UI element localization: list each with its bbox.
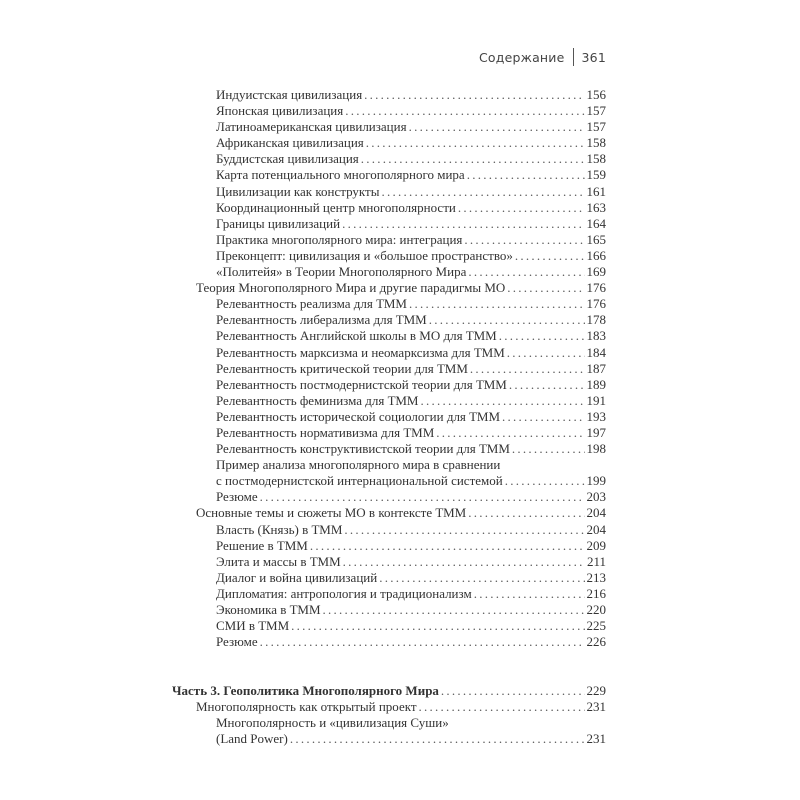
running-header — [479, 48, 606, 66]
toc-entry-title: Релевантность марксизма и неомарксизма для ТММ — [216, 344, 505, 360]
toc-entry-title: Экономика в ТММ — [216, 602, 321, 617]
dot-leader — [507, 280, 584, 296]
toc-entry-page: 213 — [586, 569, 606, 585]
toc-entry-page: 193 — [586, 408, 606, 424]
dot-leader — [419, 699, 585, 715]
dot-leader — [509, 377, 585, 393]
toc-entry-title: Релевантность критической теории для ТММ — [216, 360, 468, 376]
toc-entry-page: 231 — [586, 731, 606, 747]
dot-leader — [421, 393, 585, 409]
toc-entry — [172, 345, 606, 361]
toc-entry-page: 216 — [586, 585, 606, 601]
toc-entry-page: 220 — [586, 602, 606, 617]
toc-entry — [172, 489, 606, 505]
toc-entry-title: Теория Многополярного Мира и другие парадигмы МО — [196, 280, 506, 296]
toc-entry — [172, 119, 606, 135]
dot-leader — [364, 87, 584, 103]
toc-entry-title: Латиноамериканская цивилизация — [216, 119, 407, 135]
toc-entry-page: 159 — [586, 167, 606, 183]
toc-entry-page: 226 — [586, 634, 606, 650]
toc-entry-page: 176 — [586, 296, 606, 312]
dot-leader — [468, 264, 584, 280]
dot-leader — [470, 361, 585, 377]
toc-entry — [172, 505, 606, 521]
toc-entry-title: Африканская цивилизация — [216, 135, 364, 151]
toc-entry-page: 157 — [586, 119, 606, 135]
toc-entry — [172, 634, 606, 650]
toc-entry-page: 184 — [586, 344, 606, 360]
toc-entry-title: СМИ в ТММ — [216, 618, 290, 634]
toc-entry — [172, 393, 606, 409]
dot-leader — [379, 570, 584, 586]
toc-entry-title: Пример анализа многополярного мира в сравнении — [216, 457, 501, 473]
dot-leader — [290, 731, 585, 747]
toc-entry — [172, 184, 606, 200]
dot-leader — [323, 602, 585, 618]
dot-leader — [310, 538, 585, 554]
toc-entry-page: 189 — [586, 376, 606, 392]
toc-entry — [172, 586, 606, 602]
toc-entry — [172, 554, 606, 570]
dot-leader — [474, 586, 585, 602]
toc-entry-page: 157 — [586, 103, 606, 119]
toc-entry-title: Многополярность как открытый проект — [196, 699, 417, 715]
toc-entry-page: 161 — [586, 183, 606, 199]
header-divider — [573, 48, 574, 66]
toc-entry-title: Релевантность реализма для ТММ — [216, 296, 407, 312]
toc-entry-title: Релевантность нормативизма для ТММ — [216, 424, 435, 440]
toc-entry-page: 229 — [586, 683, 606, 698]
toc-entry — [172, 473, 606, 489]
toc-entry — [172, 151, 606, 167]
toc-entry-title: Многополярность и «цивилизация Суши» — [216, 715, 449, 731]
toc-entry-title: Индуистская цивилизация — [216, 87, 363, 102]
toc-entry-page: 158 — [586, 151, 606, 167]
toc-entry-title: Релевантность либерализма для ТММ — [216, 312, 427, 328]
dot-leader — [343, 554, 585, 570]
toc-entry-page: 191 — [586, 392, 606, 408]
toc-entry — [172, 409, 606, 425]
toc-entry-title: Элита и массы в ТММ — [216, 553, 341, 569]
toc-entry-page: 166 — [586, 247, 606, 263]
toc-entry — [172, 216, 606, 232]
toc-entry — [172, 441, 606, 457]
dot-leader — [436, 425, 584, 441]
toc-entry-page: 165 — [586, 231, 606, 247]
toc-entry-title: Релевантность Английской школы в МО для ТММ — [216, 328, 497, 344]
toc-entry-page: 164 — [586, 215, 606, 231]
toc-entry-title: Дипломатия: антропология и традиционализм — [216, 585, 472, 601]
toc-entry-title: Релевантность постмодернистской теории для ТММ — [216, 376, 507, 392]
toc-entry — [172, 103, 606, 119]
dot-leader — [381, 184, 584, 200]
dot-leader — [441, 683, 585, 699]
toc-entry — [172, 602, 606, 618]
dot-leader — [467, 167, 585, 183]
toc-entry-title: Буддистская цивилизация — [216, 151, 359, 167]
toc-entry — [172, 312, 606, 328]
dot-leader — [344, 522, 584, 538]
toc-entry-title: Релевантность конструктивистской теории для ТММ — [216, 441, 510, 457]
dot-leader — [505, 473, 585, 489]
toc-entry-title: с постмодернистской интернациональной системой — [216, 473, 503, 489]
toc-entry — [172, 731, 606, 747]
dot-leader — [409, 296, 585, 312]
toc-entry — [172, 280, 606, 296]
toc-entry-page: 183 — [586, 328, 606, 344]
toc-entry-title: Координационный центр многополярности — [216, 199, 456, 215]
toc-entry-title: Преконцепт: цивилизация и «большое пространство» — [216, 247, 513, 263]
toc-entry — [172, 248, 606, 264]
toc-entry-title: Основные темы и сюжеты МО в контексте ТММ — [196, 505, 467, 521]
toc-entry — [172, 522, 606, 538]
toc-entry-title: «Политейя» в Теории Многополярного Мира — [216, 264, 467, 280]
toc-entry-title: Часть 3. Геополитика Многополярного Мира — [172, 683, 439, 698]
toc-entry-title: Диалог и война цивилизаций — [216, 569, 378, 585]
toc-entry-title: Японская цивилизация — [216, 103, 344, 119]
page-number: 361 — [581, 49, 606, 65]
toc-entry-page: 176 — [586, 280, 606, 296]
toc-entry-page: 204 — [586, 521, 606, 537]
toc-entry-page: 178 — [586, 312, 606, 328]
dot-leader — [512, 441, 585, 457]
toc-entry-title: Практика многополярного мира: интеграция — [216, 231, 463, 247]
toc-entry-page: 158 — [586, 135, 606, 151]
toc-entry-title: Карта потенциального многополярного мира — [216, 167, 465, 183]
dot-leader — [366, 135, 585, 151]
dot-leader — [361, 151, 585, 167]
toc-entry-title: Власть (Князь) в ТММ — [216, 521, 343, 537]
toc-entry-page: 199 — [586, 473, 606, 489]
toc-entry — [172, 87, 606, 103]
toc-entry-title: Резюме — [216, 634, 258, 650]
toc-entry — [172, 361, 606, 377]
toc-entry — [172, 683, 606, 699]
toc-entry-page: 231 — [586, 699, 606, 715]
toc-entry-page: 203 — [586, 489, 606, 505]
toc-entry — [172, 618, 606, 634]
dot-leader — [345, 103, 584, 119]
toc-entry-page: 211 — [586, 553, 606, 569]
toc-entry-title: Резюме — [216, 489, 258, 505]
toc-entry — [172, 570, 606, 586]
toc-entry-title: Релевантность исторической социологии для ТММ — [216, 408, 501, 424]
toc-entry-title: (Land Power) — [216, 731, 288, 747]
dot-leader — [464, 232, 584, 248]
dot-leader — [515, 248, 585, 264]
toc-entry-page: 197 — [586, 424, 606, 440]
toc-entry — [172, 200, 606, 216]
toc-entry — [172, 715, 606, 731]
dot-leader — [409, 119, 585, 135]
dot-leader — [291, 618, 584, 634]
dot-leader — [502, 409, 584, 425]
dot-leader — [429, 312, 585, 328]
toc-entry-page: 209 — [586, 537, 606, 553]
toc-entry — [172, 328, 606, 344]
toc-entry — [172, 377, 606, 393]
dot-leader — [507, 345, 585, 361]
toc-entry-page: 187 — [586, 360, 606, 376]
toc-entry — [172, 699, 606, 715]
toc-entry — [172, 167, 606, 183]
toc-list — [172, 87, 606, 650]
toc-entry — [172, 264, 606, 280]
toc-entry — [172, 296, 606, 312]
toc-entry — [172, 425, 606, 441]
toc-entry — [172, 232, 606, 248]
dot-leader — [260, 634, 585, 650]
toc-entry — [172, 538, 606, 554]
section-title: Содержание — [478, 49, 565, 65]
toc-entry — [172, 457, 606, 473]
dot-leader — [499, 328, 585, 344]
toc-entry-title: Границы цивилизаций — [216, 215, 341, 231]
toc-entry-title: Цивилизации как конструкты — [216, 183, 380, 199]
toc-entry-page: 163 — [586, 199, 606, 215]
dot-leader — [260, 489, 585, 505]
toc-list-part3 — [172, 683, 606, 747]
toc-entry-page: 198 — [586, 441, 606, 457]
toc-entry-page: 204 — [586, 505, 606, 521]
toc-entry-page: 156 — [586, 87, 606, 102]
dot-leader — [468, 505, 584, 521]
toc-entry-page: 169 — [586, 264, 606, 280]
dot-leader — [458, 200, 585, 216]
toc-entry — [172, 135, 606, 151]
toc-entry-page: 225 — [586, 618, 606, 634]
toc-entry-title: Решение в ТММ — [216, 537, 308, 553]
toc-entry-title: Релевантность феминизма для ТММ — [216, 392, 419, 408]
dot-leader — [342, 216, 584, 232]
